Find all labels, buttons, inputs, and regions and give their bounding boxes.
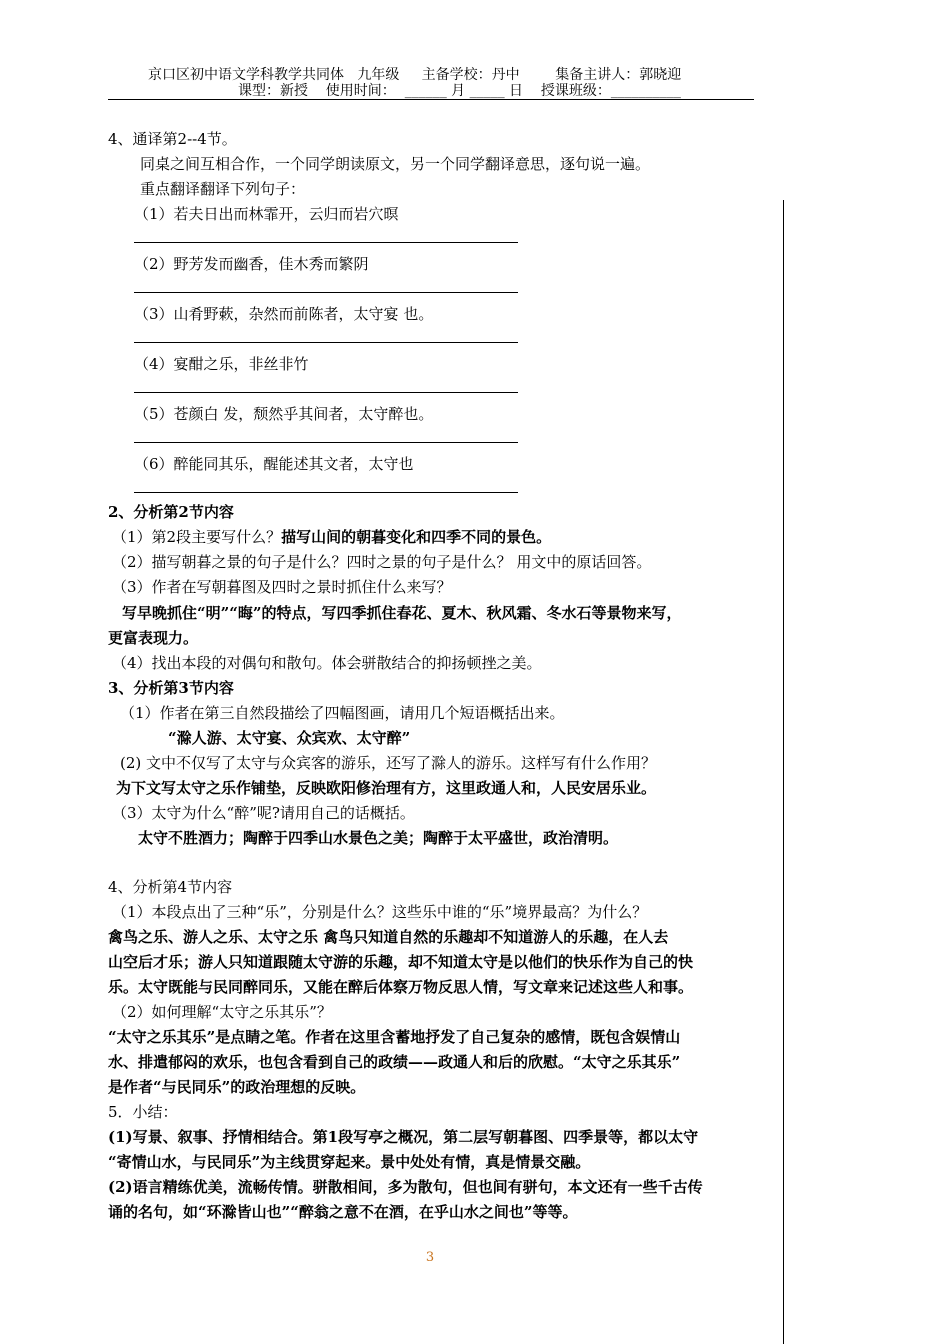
- section-heading: 5．小结：: [108, 1103, 178, 1121]
- answer-line[interactable]: [134, 342, 518, 343]
- section-heading: 2、分析第2节内容: [108, 503, 234, 521]
- question-line: （3）作者在写朝暮图及四时之景时抓住什么来写？: [112, 578, 452, 596]
- text-line: 同桌之间互相合作，一个同学朗读原文，另一个同学翻译意思，逐句说一遍。: [140, 155, 651, 173]
- summary-line: (2)语言精练优美，流畅传情。骈散相间，多为散句，但也间有骈句，本文还有一些千古传: [108, 1178, 703, 1196]
- header-line-2: 课型：新授 使用时间： ______ 月 _____ 日 授课班级：__________: [238, 83, 681, 99]
- question-line: （3）太守为什么“醉”呢?请用自己的话概括。: [112, 804, 415, 822]
- answer-text: 描写山间的朝暮变化和四季不同的景色。: [281, 528, 552, 546]
- header-line-1: 京口区初中语文学科教学共同体 九年级 主备学校：丹中 集备主讲人：郭晓迎: [148, 67, 682, 83]
- question-line: (2) 文中不仅写了太守与众宾客的游乐，还写了滁人的游乐。这样写有什么作用？: [120, 754, 657, 772]
- question-text: （1）第2段主要写什么？: [112, 528, 282, 546]
- answer-line[interactable]: [134, 242, 518, 243]
- translation-item: （5）苍颜白 发，颓然乎其间者，太守醉也。: [134, 405, 434, 423]
- answer-line[interactable]: [134, 442, 518, 443]
- answer-line-text: “滁人游、太守宴、众宾欢、太守醉”: [168, 729, 411, 747]
- answer-line-text: 是作者“与民同乐”的政治理想的反映。: [108, 1078, 366, 1096]
- answer-line-text: 禽鸟之乐、游人之乐、太守之乐 禽鸟只知道自然的乐趣却不知道游人的乐趣，在人去: [108, 928, 669, 946]
- text-line: 重点翻译翻译下列句子：: [140, 180, 306, 198]
- translation-item: （6）醉能同其乐，醒能述其文者，太守也: [134, 455, 414, 473]
- question-line: （4）找出本段的对偶句和散句。体会骈散结合的抑扬顿挫之美。: [112, 654, 542, 672]
- answer-line[interactable]: [134, 392, 518, 393]
- question-line: （1）本段点出了三种“乐”，分别是什么？这些乐中谁的“乐”境界最高？为什么？: [112, 903, 648, 921]
- summary-line: 诵的名句，如“环滁皆山也”“醉翁之意不在酒，在乎山水之间也”等等。: [108, 1203, 578, 1221]
- question-line: （2）描写朝暮之景的句子是什么？四时之景的句子是什么？ 用文中的原话回答。: [112, 553, 652, 571]
- answer-line-text: 太守不胜酒力；陶醉于四季山水景色之美；陶醉于太平盛世，政治清明。: [138, 829, 619, 847]
- question-line: （2）如何理解“太守之乐其乐”？: [112, 1003, 332, 1021]
- translation-item: （2）野芳发而幽香，佳木秀而繁阴: [134, 255, 369, 273]
- answer-line-text: “太守之乐其乐”是点睛之笔。作者在这里含蓄地抒发了自己复杂的感情，既包含娱情山: [108, 1028, 681, 1046]
- question-line: （1）作者在第三自然段描绘了四幅图画，请用几个短语概括出来。: [120, 704, 565, 722]
- answer-line-text: 乐。太守既能与民同醉同乐，又能在醉后体察万物反思人情，写文章来记述这些人和事。: [108, 978, 694, 996]
- answer-line-text: 更富表现力。: [108, 629, 199, 647]
- answer-line-text: 为下文写太守之乐作铺垫，反映欧阳修治理有方，这里政通人和，人民安居乐业。: [116, 779, 657, 797]
- section-heading: 3、分析第3节内容: [108, 679, 234, 697]
- header-rule: [108, 99, 754, 100]
- translation-item: （3）山肴野蔌，杂然而前陈者，太守宴 也。: [134, 305, 434, 323]
- answer-line[interactable]: [134, 492, 518, 493]
- margin-rule: [783, 200, 784, 1344]
- answer-line[interactable]: [134, 292, 518, 293]
- answer-line-text: 写早晚抓住“明”“晦”的特点，写四季抓住春花、夏木、秋风霜、冬水石等景物来写，: [122, 604, 682, 622]
- summary-line: “寄情山水，与民同乐”为主线贯穿起来。景中处处有情，真是情景交融。: [108, 1153, 591, 1171]
- question-line: [112, 527, 551, 547]
- answer-line-text: 山空后才乐；游人只知道跟随太守游的乐趣，却不知道太守是以他们的快乐作为自己的快: [108, 953, 694, 971]
- text-line: 4、通译第2--4节。: [108, 130, 237, 148]
- summary-line: (1)写景、叙事、抒情相结合。第1段写亭之概况，第二层写朝暮图、四季景等，都以太守: [108, 1128, 699, 1146]
- answer-line-text: 水、排遣郁闷的欢乐，也包含看到自己的政绩——政通人和后的欣慰。“太守之乐其乐”: [108, 1053, 681, 1071]
- section-heading: 4、分析第4节内容: [108, 878, 233, 896]
- translation-item: （4）宴酣之乐，非丝非竹: [134, 355, 309, 373]
- page-number: 3: [425, 1250, 435, 1265]
- translation-item: （1）若夫日出而林霏开，云归而岩穴暝: [134, 205, 399, 223]
